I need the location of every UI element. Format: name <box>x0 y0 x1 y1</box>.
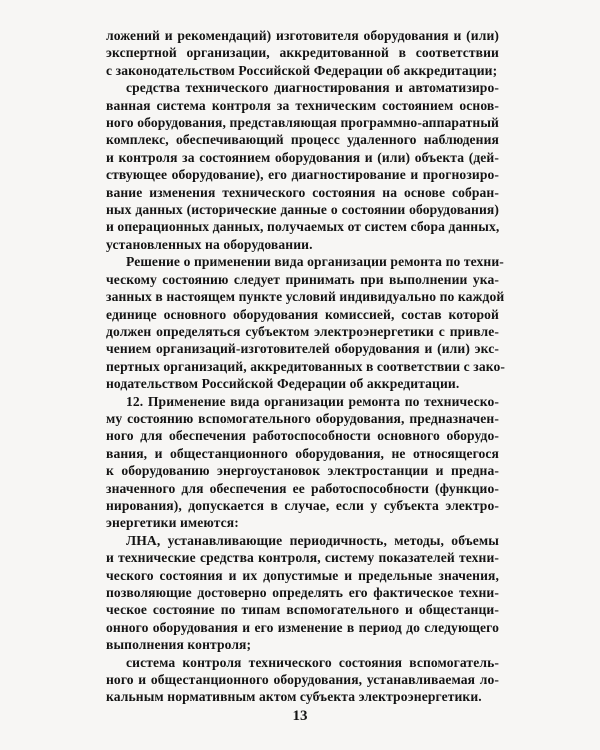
text-line: 12. Применение вида организации ремонта по техническо- <box>126 393 499 409</box>
text-line: выполнения контроля; <box>106 637 252 653</box>
text-line: и контроля за состоянием оборудования и (или) объекта (дей- <box>106 149 499 165</box>
text-line: чением организаций-изготовителей оборудования и (или) экс- <box>106 341 499 357</box>
text-line: должен определяться субъектом электроэнергетики с привле- <box>106 323 499 339</box>
text-line: ческое состояние по типам вспомогательного и общестанци- <box>106 602 499 618</box>
text-line: кальным нормативным актом субъекта электроэнергетики. <box>106 689 482 705</box>
text-line: установленных на оборудовании. <box>106 236 313 252</box>
text-line: ванная система контроля за техническим состоянием основ- <box>106 97 499 113</box>
text-line: ного для обеспечения работоспособности основного оборудо- <box>106 428 499 444</box>
text-line: и технические средства контроля, систему показателей техни- <box>106 550 499 566</box>
text-line: занных в настоящем пункте условий индивидуально по каждой <box>106 289 505 305</box>
text-line: комплекс, обеспечивающий процесс удаленного наблюдения <box>106 132 499 148</box>
text-line: пертных организаций, аккредитованных в соответствии с зако- <box>106 358 506 374</box>
paragraph <box>106 393 499 532</box>
text-line: онного оборудования и его изменение в период до следующего <box>106 619 499 635</box>
paragraph <box>106 253 506 392</box>
text-line: позволяющие достоверно определять его фактическое техни- <box>106 585 499 600</box>
text-line: ческому состоянию следует принимать при выполнении ука- <box>106 271 499 287</box>
text-line: нирования), допускается в случае, если у субъекта электро- <box>106 497 499 513</box>
text-line: система контроля технического состояния вспомогатель- <box>126 654 499 670</box>
paragraph <box>106 27 499 79</box>
text-line: Решение о применении вида организации ремонта по техни- <box>126 254 504 270</box>
text-line: с законодательством Российской Федерации об аккредитации; <box>106 62 498 78</box>
text-line: ного и общестанционного оборудования, устанавливаемая ло- <box>106 672 499 688</box>
paragraph <box>106 79 499 253</box>
text-line: единице основного оборудования комиссией, состав которой <box>106 306 499 322</box>
text-line: значенного для обеспечения ее работоспособности (функцио- <box>106 480 499 496</box>
text-line: ного оборудования, представляющая программно-аппаратный <box>106 115 499 131</box>
text-line: к оборудованию энергоустановок электростанции и предна- <box>106 463 499 479</box>
paragraph <box>106 532 499 654</box>
text-line: энергетики имеются: <box>106 515 239 531</box>
text-line: вание изменения технического состояния на основе собран- <box>106 184 499 200</box>
text-line: ЛНА, устанавливающие периодичность, методы, объемы <box>126 532 499 548</box>
text-line: ствующее оборудование), его диагностирование и прогнозиро- <box>106 167 499 183</box>
paragraph <box>106 654 499 706</box>
text-line: ных данных (исторические данные о состоянии оборудования) <box>106 202 499 218</box>
text-line: нодательством Российской Федерации об аккредитации. <box>106 376 460 392</box>
page-number: 13 <box>292 708 308 724</box>
text-line: ческого состояния и их допустимые и предельные значения, <box>106 567 499 583</box>
text-line: экспертной организации, аккредитованной в соответствии <box>106 45 499 61</box>
text-line: средства технического диагностирования и автоматизиро- <box>126 80 499 96</box>
text-line: му состоянию вспомогательного оборудования, предназначен- <box>106 410 499 426</box>
text-line: вания, и общестанционного оборудования, не относящегося <box>106 445 499 461</box>
text-line: и операционных данных, получаемых от систем сбора данных, <box>106 219 500 235</box>
text-line: ложений и рекомендаций) изготовителя оборудования и (или) <box>106 28 499 43</box>
text-body <box>106 27 506 706</box>
